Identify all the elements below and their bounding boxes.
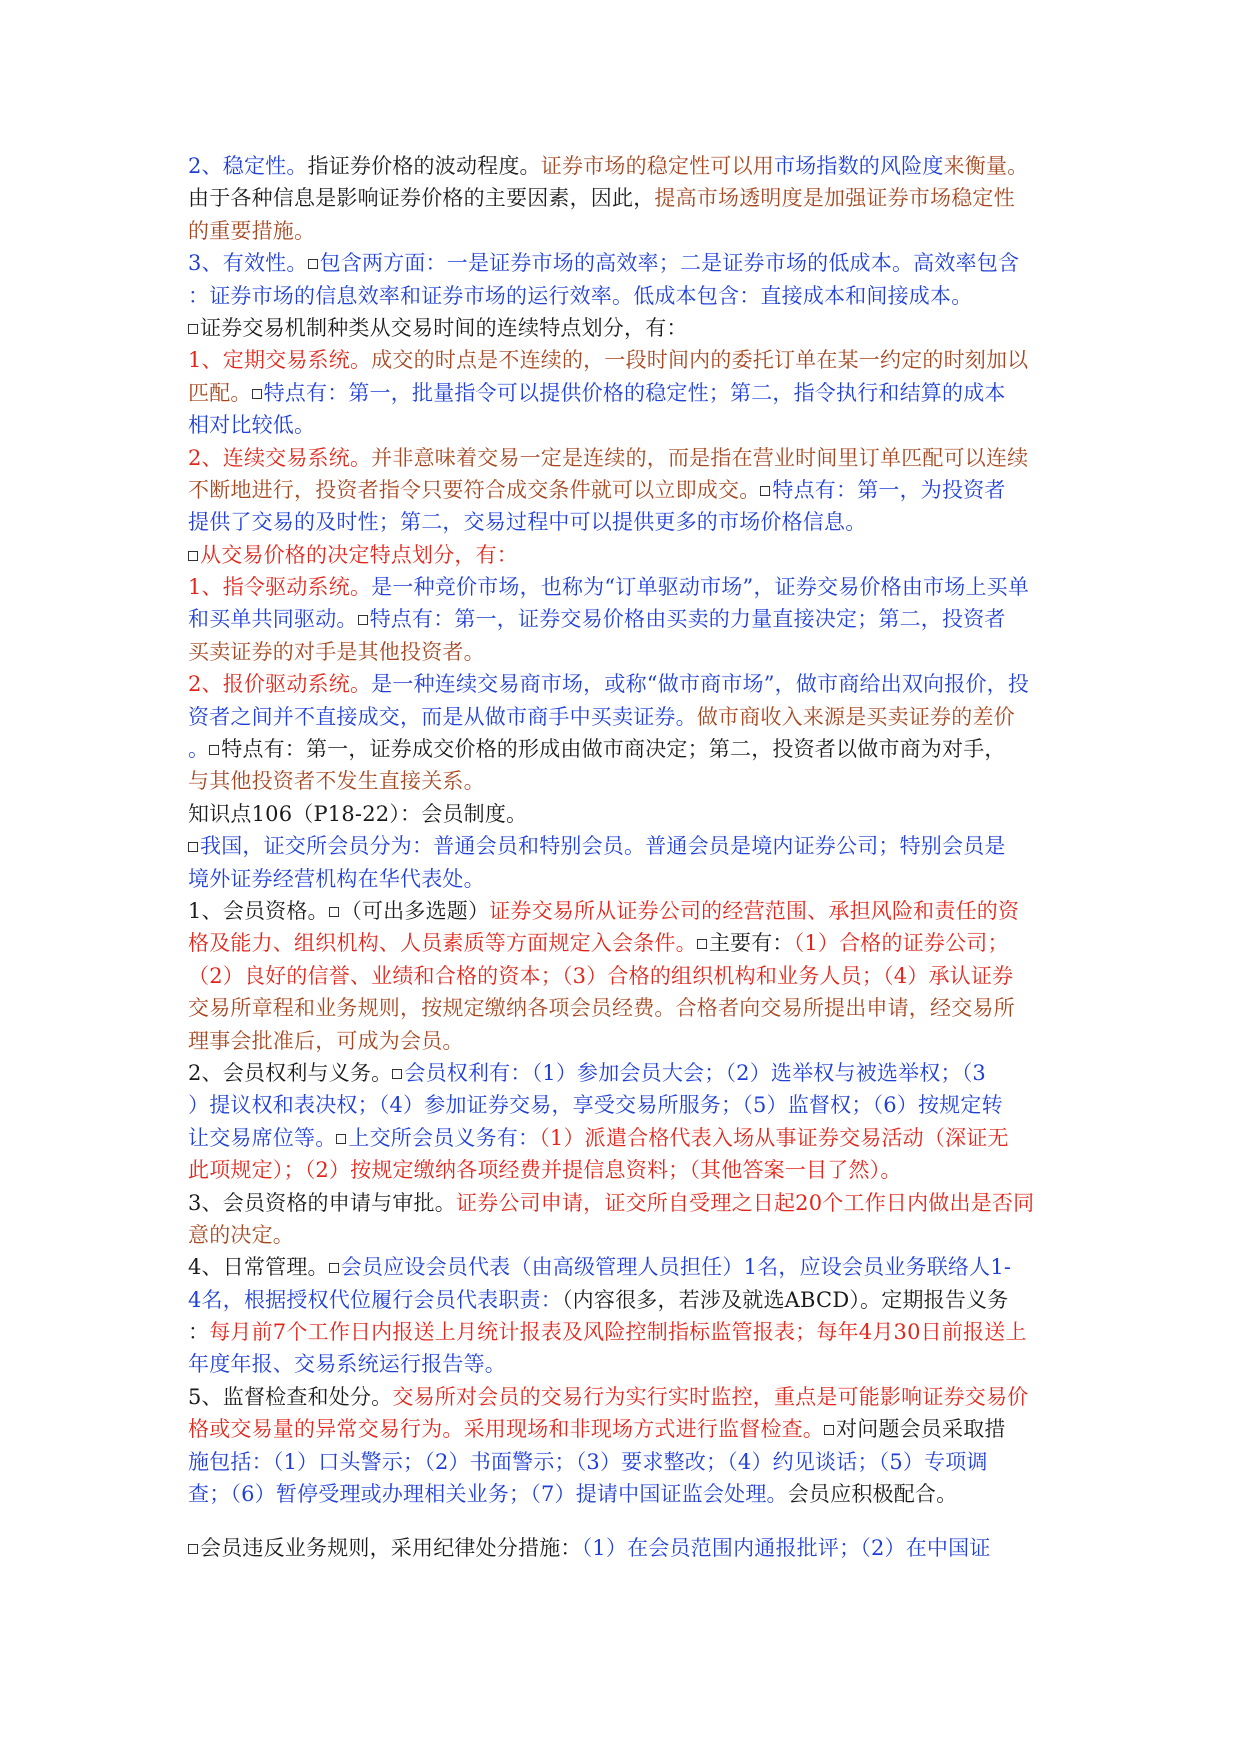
text-run: 格及能力、组织机构、人员素质等方面规定入会条件。: [188, 931, 697, 956]
text-line: [188, 182, 1068, 214]
text-run: 让交易席位等。: [188, 1125, 337, 1150]
text-line: [188, 1381, 1068, 1413]
checkbox-square-icon: [358, 615, 368, 625]
text-run: 理事会批准后，可成为会员。: [188, 1028, 464, 1053]
text-run: 特点有：第一，为投资者: [772, 477, 1006, 502]
text-line: [188, 830, 1068, 862]
text-run: 成交的时点是不连续的，一段时间内的委托订单在某一约定的时刻加以: [371, 348, 1029, 373]
text-line: [188, 280, 1068, 312]
text-line: [188, 150, 1068, 182]
text-run: 会员应积极配合。: [787, 1482, 958, 1507]
text-run: 3、有效性。: [188, 251, 308, 276]
text-line: [188, 1251, 1068, 1283]
text-run: （1）派遣合格代表入场从事证券交易活动（深证无: [539, 1125, 1009, 1150]
text-run: 由于各种信息是影响证券价格的主要因素，因此，: [188, 186, 655, 211]
text-run: 从交易价格的决定特点划分，有：: [200, 542, 518, 567]
text-line: [188, 1219, 1068, 1251]
text-line: [188, 1478, 1068, 1510]
text-run: 对问题会员采取措: [836, 1417, 1006, 1442]
text-line: [188, 247, 1068, 279]
text-line: [188, 1532, 1068, 1564]
text-run: 提供了交易的及时性；第二，交易过程中可以提供更多的市场价格信息。: [188, 510, 867, 535]
text-run: 不断地进行，投资者指令只要符合成交条件就可以立即成交。: [188, 477, 761, 502]
text-run: 查；（6）暂停受理或办理相关业务；（7）提请中国证监会处理。: [188, 1482, 788, 1507]
text-line: [188, 539, 1068, 571]
text-line: [188, 701, 1068, 733]
text-run: 2、连续交易系统。: [188, 445, 372, 470]
text-line: [188, 1446, 1068, 1478]
text-line: [188, 1316, 1068, 1348]
text-run: 指证券价格的波动程度。: [307, 154, 541, 178]
text-line: [188, 798, 1068, 830]
checkbox-square-icon: [697, 939, 707, 949]
text-run: （内容很多，若涉及就选ABCD）。定期报告义务: [561, 1287, 1009, 1312]
text-run: 证券交易机制种类从交易时间的连续特点划分，有：: [200, 315, 688, 340]
paragraph-gap: [188, 1510, 1068, 1532]
text-run: 包含两方面：一是证券市场的高效率；二是证券市场的低成本。高效率包含: [319, 251, 1020, 276]
text-run: 做市商收入来源是买卖证券的差价: [696, 704, 1015, 729]
text-line: [188, 442, 1068, 474]
text-run: 5、监督检查和处分。: [188, 1384, 393, 1409]
text-line: [188, 377, 1068, 409]
text-run: 知识点106（P18-22）：会员制度。: [188, 801, 528, 826]
text-run: 的重要措施。: [188, 218, 316, 243]
text-run: 提高市场透明度是加强证券市场稳定性: [654, 186, 1015, 211]
text-run: 此项规定）；（2）按规定缴纳各项经费并提信息资料；（其他答案一目了然）。: [188, 1158, 902, 1183]
text-run: 和买单共同驱动。: [188, 607, 358, 632]
text-line: [188, 668, 1068, 700]
checkbox-square-icon: [392, 1069, 402, 1079]
text-run: 1、定期交易系统。: [188, 348, 372, 373]
text-line: [188, 571, 1068, 603]
document-body: [188, 150, 1068, 1565]
text-run: 3、会员资格的申请与审批。: [188, 1190, 456, 1215]
text-run: 年度年报、交易系统运行报告等。: [188, 1352, 506, 1377]
text-run: 我国，证交所会员分为：普通会员和特别会员。普通会员是境内证券公司；特别会员是: [200, 834, 1006, 859]
checkbox-square-icon: [188, 551, 198, 561]
text-run: 买卖证券的对手是其他投资者。: [188, 639, 485, 664]
checkbox-square-icon: [188, 324, 198, 334]
text-run: 4、日常管理。: [188, 1255, 329, 1280]
checkbox-square-icon: [188, 1544, 198, 1554]
text-line: [188, 733, 1068, 765]
text-run: 是一种竞价市场，也称为“订单驱动市场”，证券交易价格由市场上买单: [371, 575, 1030, 600]
text-run: 交易所章程和业务规则，按规定缴纳各项会员经费。合格者向交易所提出申请，经交易所: [188, 996, 1015, 1021]
text-line: [188, 215, 1068, 247]
text-line: [188, 927, 1068, 959]
checkbox-square-icon: [329, 1263, 339, 1273]
text-line: [188, 344, 1068, 376]
text-line: [188, 1154, 1068, 1186]
text-line: [188, 1025, 1068, 1057]
checkbox-square-icon: [252, 389, 262, 399]
text-run: 匹配。: [188, 380, 252, 405]
checkbox-square-icon: [209, 745, 219, 755]
text-run: 2、报价驱动系统。: [188, 672, 372, 697]
checkbox-square-icon: [824, 1425, 834, 1435]
text-run: （1）合格的证券公司；: [793, 931, 1009, 956]
text-run: 证券市场的稳定性可以用: [540, 154, 774, 178]
text-run: 交易所对会员的交易行为实行实时监控，重点是可能影响证券交易价: [392, 1384, 1029, 1409]
text-run: 意的决定。: [188, 1222, 294, 1247]
text-run: 相对比较低。: [188, 413, 316, 438]
text-run: 每月前7个工作日内报送上月统计报表及风险控制指标监管报表；每年4月30日前报送上: [209, 1320, 1027, 1345]
text-run: 2、稳定性。: [188, 154, 308, 178]
text-run: 证券公司申请，证交所自受理之日起20个工作日内做出是否同: [455, 1190, 1035, 1215]
checkbox-square-icon: [188, 842, 198, 852]
text-run: 4名，根据授权代位履行会员代表职责：: [188, 1287, 562, 1312]
text-line: [188, 474, 1068, 506]
text-run: ）提议权和表决权；（4）参加证券交易，享受交易所服务；（5）监督权；（6）按规定转: [188, 1093, 1003, 1118]
text-run: 来衡量。: [943, 154, 1029, 178]
text-run: （1）在会员范围内通报批评；（2）在中国证: [581, 1536, 991, 1561]
text-run: 会员违反业务规则，采用纪律处分措施：: [200, 1536, 582, 1561]
text-run: 资者之间并不直接成交，而是从做市商手中买卖证券。: [188, 704, 697, 729]
text-line: [188, 1413, 1068, 1445]
text-line: [188, 1057, 1068, 1089]
text-run: 境外证券经营机构在华代表处。: [188, 866, 485, 891]
text-run: 2、会员权利与义务。: [188, 1060, 393, 1085]
text-line: [188, 960, 1068, 992]
text-run: 施包括：（1）口头警示；（2）书面警示；（3）要求整改；（4）约见谈话；（5）专项调: [188, 1449, 988, 1474]
text-run: 证券交易所从证券公司的经营范围、承担风险和责任的资: [489, 898, 1020, 923]
text-line: [188, 312, 1068, 344]
text-line: [188, 1122, 1068, 1154]
text-run: ：证券市场的信息效率和证券市场的运行效率。低成本包含：直接成本和间接成本。: [188, 283, 973, 308]
text-run: 1、指令驱动系统。: [188, 575, 372, 600]
text-run: （2）良好的信誉、业绩和合格的资本；（3）合格的组织机构和业务人员；（4）承认证券: [188, 963, 1014, 988]
checkbox-square-icon: [308, 259, 318, 269]
text-line: [188, 992, 1068, 1024]
text-run: 市场指数的风险度: [773, 154, 944, 178]
text-line: [188, 1187, 1068, 1219]
text-run: 特点有：第一，证券交易价格由买卖的力量直接决定；第二，投资者: [369, 607, 1006, 632]
text-line: [188, 765, 1068, 797]
text-run: 会员应设会员代表（由高级管理人员担任）1名，应设会员业务联络人1-: [340, 1255, 1012, 1280]
text-run: ：: [188, 1320, 210, 1345]
checkbox-square-icon: [760, 486, 770, 496]
text-line: [188, 863, 1068, 895]
text-line: [188, 1089, 1068, 1121]
text-run: 。: [188, 737, 210, 762]
text-run: 特点有：第一，批量指令可以提供价格的稳定性；第二，指令执行和结算的成本: [263, 380, 1006, 405]
text-line: [188, 409, 1068, 441]
text-line: [188, 895, 1068, 927]
text-run: 1、会员资格。: [188, 898, 329, 923]
checkbox-square-icon: [336, 1134, 346, 1144]
text-line: [188, 603, 1068, 635]
text-line: [188, 1284, 1068, 1316]
text-run: 上交所会员义务有：: [348, 1125, 540, 1150]
checkbox-square-icon: [329, 907, 339, 917]
text-run: 特点有：第一，证券成交价格的形成由做市商决定；第二，投资者以做市商为对手，: [221, 737, 1006, 762]
text-run: 主要有：: [708, 931, 794, 956]
text-line: [188, 1348, 1068, 1380]
text-run: 格或交易量的异常交易行为。采用现场和非现场方式进行监督检查。: [188, 1417, 824, 1442]
text-run: 与其他投资者不发生直接关系。: [188, 769, 485, 794]
text-run: （可出多选题）: [340, 898, 490, 923]
text-run: 会员权利有：（1）参加会员大会；（2）选举权与被选举权；（3: [404, 1060, 986, 1085]
text-run: 是一种连续交易商市场，或称“做市商市场”，做市商给出双向报价，投: [371, 672, 1030, 697]
text-line: [188, 506, 1068, 538]
text-line: [188, 636, 1068, 668]
text-run: 并非意味着交易一定是连续的，而是指在营业时间里订单匹配可以连续: [371, 445, 1029, 470]
